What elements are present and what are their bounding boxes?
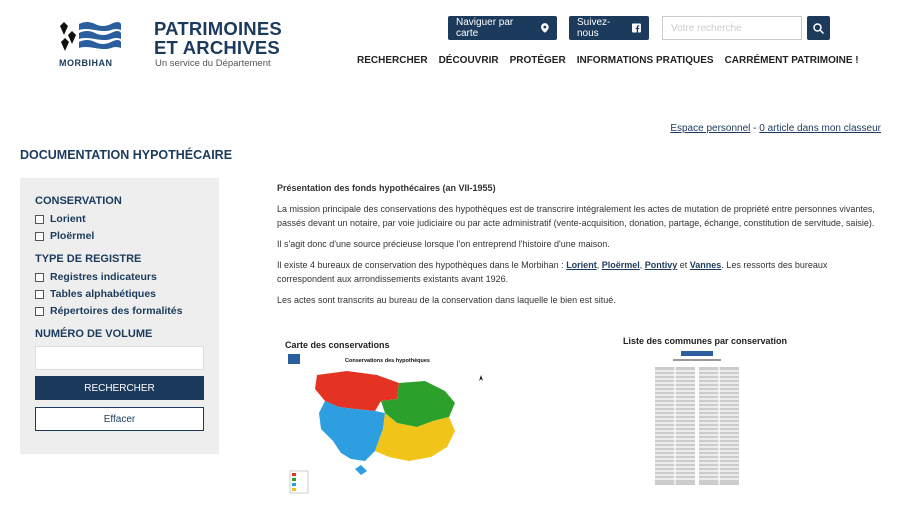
register-type-heading: TYPE DE REGISTRE [35,253,142,265]
conservation-heading: CONSERVATION [35,195,122,207]
option-label: Ploërmel [50,230,95,242]
facebook-icon [632,23,641,33]
register-option-repertoires[interactable] [35,305,182,317]
search-input[interactable] [662,16,802,40]
list-caption: Liste des communes par conservation [623,336,788,346]
bureau-link-ploermel[interactable]: Ploërmel [601,260,640,270]
option-label: Tables alphabétiques [50,288,156,300]
basket-link[interactable]: 0 article dans mon classeur [759,123,881,134]
map-navigation-button[interactable] [448,16,557,40]
site-title-line1: PATRIMOINES [154,18,282,39]
nav-item-decouvrir[interactable]: DÉCOUVRIR [438,55,499,66]
nav-item-carrement-patrimoine[interactable]: CARRÉMENT PATRIMOINE ! [724,55,859,66]
bureau-link-pontivy[interactable]: Pontivy [644,260,678,270]
search-button[interactable] [807,16,830,40]
map-marker-icon [541,23,549,33]
checkbox[interactable] [35,273,44,282]
sidebar-clear-button[interactable]: Effacer [35,407,204,431]
checkbox[interactable] [35,232,44,241]
option-label: Registres indicateurs [50,271,157,283]
map-navigation-label: Naviguer par carte [456,17,514,39]
bureaux-intro: Il existe 4 bureaux de conservation des hypothèques dans le Morbihan : [277,260,567,270]
personal-space-link[interactable]: Espace personnel [670,123,751,134]
nav-item-informations-pratiques[interactable]: INFORMATIONS PRATIQUES [576,55,714,66]
site-title-line2: ET ARCHIVES [154,37,280,58]
sidebar-search-button[interactable]: RECHERCHER [35,376,204,400]
option-label: Répertoires des formalités [50,305,183,317]
content-paragraph-bureaux: Il existe 4 bureaux de conservation des hypothèques dans le Morbihan : Lorient, Ploërmel, Pontivy et Vannes. Les ressorts des bureaux correspondent aux arrondissements existants avant 1926. [277,260,828,284]
conservation-map-image[interactable] [285,351,485,497]
register-option-tables[interactable] [35,288,156,300]
communes-list-image[interactable] [653,349,741,487]
nav-item-proteger[interactable]: PROTÉGER [509,55,566,66]
logo-text: MORBIHAN [59,58,113,68]
content-paragraph-mission: La mission principale des conservations des hypothèques est de transcrire intégralement les actes de mutation de propriété entre personnes vivantes, passés devant un notaire, par voie judiciaire ou par acte administratif (vente-acquisition, donation, partage, échange, constitution de servitude, saisie). [277,204,875,228]
bureau-link-lorient[interactable]: Lorient [566,260,597,270]
option-label: Lorient [50,213,86,225]
bureaux-outro: . Les ressorts des bureaux correspondent aux arrondissements existants avant 1926. [277,260,828,284]
volume-number-heading: NUMÉRO DE VOLUME [35,328,153,340]
follow-us-button[interactable] [569,16,649,40]
main-content [277,181,877,314]
volume-number-input[interactable] [35,346,204,370]
main-nav [357,55,859,66]
map-caption: Carte des conservations [285,340,390,350]
account-separator: - [750,123,760,134]
content-paragraph-source: Il s'agit donc d'une source précieuse lorsque l'on entreprend l'histoire d'une maison. [277,239,610,249]
checkbox[interactable] [35,215,44,224]
checkbox[interactable] [35,290,44,299]
account-links [670,123,881,134]
map-inner-title: Conservations des hypothèques [345,358,430,364]
register-option-indicateurs[interactable] [35,271,157,283]
page-title: DOCUMENTATION HYPOTHÉCAIRE [20,148,233,162]
site-subtitle: Un service du Département [155,58,271,69]
site-header [0,0,900,80]
conservation-option-ploermel[interactable] [35,230,94,242]
site-title[interactable] [154,19,282,57]
search-icon [813,23,824,34]
checkbox[interactable] [35,307,44,316]
search-sidebar [20,178,219,454]
conservation-option-lorient[interactable] [35,213,86,225]
bureau-link-vannes[interactable]: Vannes [689,260,722,270]
content-lead: Présentation des fonds hypothécaires (an VII-1955) [277,183,496,193]
content-paragraph-transcription: Les actes sont transcrits au bureau de la conservation dans laquelle le bien est situé. [277,295,616,305]
nav-item-rechercher[interactable]: RECHERCHER [357,55,428,66]
follow-us-label: Suivez-nous [577,17,611,39]
